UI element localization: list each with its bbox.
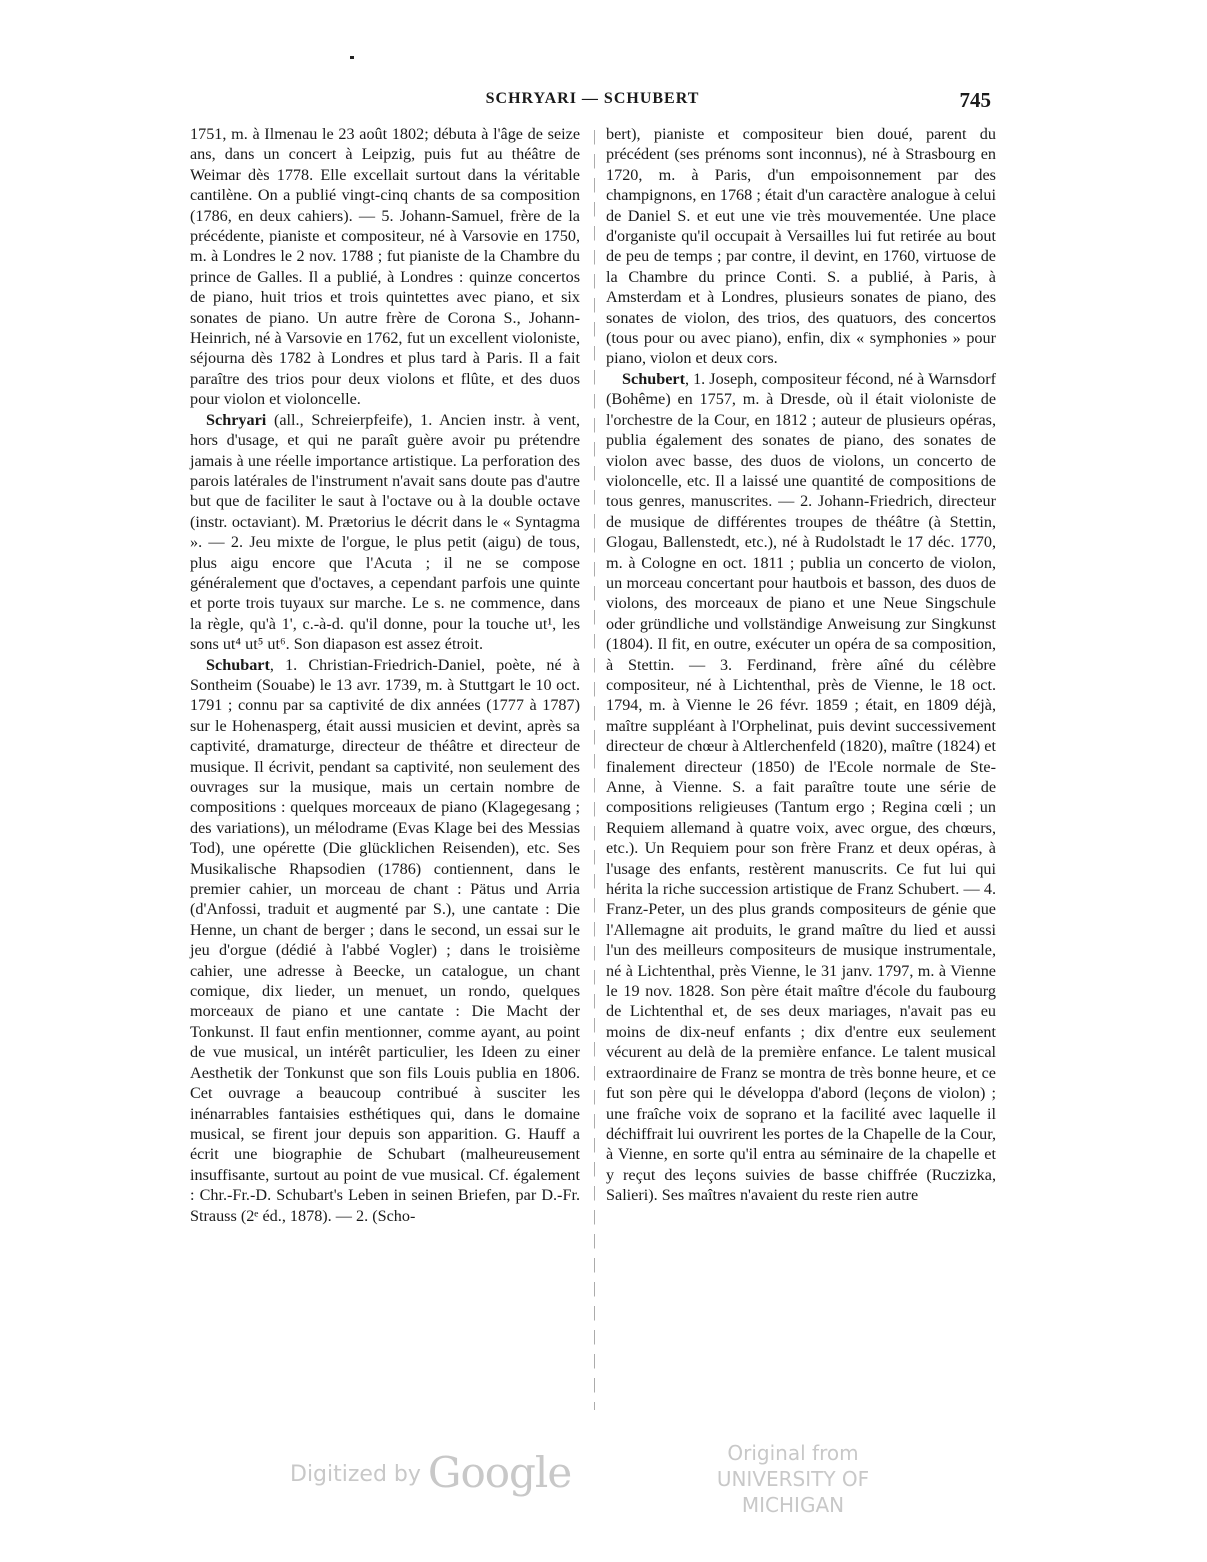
right-column xyxy=(606,124,996,1206)
paragraph-schobert: bert), pianiste et compositeur bien doué, parent du précédent (ses prénoms sont inconnus), né à Strasbourg en 1720, m. à Paris, d'un empoisonnement par des champignons, en 1768 ; était d'un caractère analogue à celui de Daniel S. et eut une vie très mouvementée. Une place d'organiste qu'il occupait à Versailles lui fut retirée au bout de peu de temps ; par contre, il devint, en 1760, virtuose de la Chambre du prince Conti. S. a publié, à Paris, à Amsterdam et à Londres, plusieurs sonates de piano, des sonates de violon, des trios, des quatuors, des concertos (tous pour ou avec piano), enfin, dix « symphonies » pour piano, violon et deux cors. xyxy=(606,125,996,368)
left-column xyxy=(190,124,580,1226)
page-number: 745 xyxy=(959,88,991,112)
page-header xyxy=(190,88,995,114)
digitization-footer xyxy=(0,1438,1207,1517)
library-watermark xyxy=(668,1440,918,1518)
google-watermark xyxy=(290,1448,571,1497)
entry-headword: Schryari xyxy=(206,410,267,429)
digitized-prefix: Digitized by xyxy=(290,1462,421,1487)
running-head: SCHRYARI — SCHUBERT xyxy=(485,90,700,107)
paragraph-continuation: 1751, m. à Ilmenau le 23 août 1802; débuta à l'âge de seize ans, dans un concert à Leipzig, puis fut au théâtre de Weimar dès 1778. Elle excellait surtout dans la véritable cantilène. On a publié vingt-cinq chants de sa composition (1786, en deux cahiers). — 5. Johann-Samuel, frère de la précédente, pianiste et compositeur, né à Varsovie en 1750, m. à Londres le 2 nov. 1788 ; fut pianiste de la Chambre du prince de Galles. Il a publié, à Londres : quinze concertos de piano, huit trios et trois quintettes avec piano, et six sonates de piano. Un autre frère de Corona S., Johann-Heinrich, né à Varsovie en 1762, fut un excellent violoniste, séjourna dès 1782 à Londres et plus tard à Paris. Il a fait paraître des trios pour deux violons et flûte, et des duos pour violon et violoncelle. xyxy=(190,125,580,409)
scan-speck xyxy=(350,56,354,59)
university-label: UNIVERSITY OF MICHIGAN xyxy=(716,1467,870,1517)
column-divider xyxy=(594,130,595,1410)
entry-headword: Schubart xyxy=(206,655,270,674)
paragraph-schryari: Schryari (all., Schreierpfeife), 1. Ancien instr. à vent, hors d'usage, et qui ne paraît guère avoir pu prétendre jamais à une réelle importance artistique. La perforation des parois latérales de l'instrument n'avait sans doute pas d'autre but que de faciliter le saut à l'octave ou à la double octave (instr. octaviant). M. Prætorius le décrit dans le « Syntagma ». — 2. Jeu mixte de l'orgue, le plus petit (aigu) de tous, plus aigu encore que l'Acuta ; il ne se compose généralement que d'octaves, a cependant parfois une quinte et porte trois tuyaux sur marche. Le s. ne commence, dans la règle, qu'à 1', c.-à-d. qu'il donne, pour la touche ut¹, les sons ut⁴ ut⁵ ut⁶. Son diapason est assez étroit. xyxy=(190,410,580,654)
google-logo-text: Google xyxy=(427,1448,572,1497)
paragraph-schubart: Schubart, 1. Christian-Friedrich-Daniel, poète, né à Sontheim (Souabe) le 13 avr. 1739, m. à Stuttgart le 10 oct. 1791 ; connu par sa captivité de dix années (1777 à 1787) sur le Hohenasperg, était aussi musicien et devint, après sa captivité, dramaturge, directeur de théâtre et directeur de musique. Il écrivit, pendant sa captivité, non seulement des ouvrages sur la musique, mais un certain nombre de compositions : quelques morceaux de piano (Klagegesang ; des variations), un mélodrame (Evas Klage bei des Messias Tod), une opérette (Die glücklichen Reisenden), etc. Ses Musikalische Rhapsodien (1786) contiennent, dans le premier cahier, un morceau de chant : Pätus und Arria (d'Anfossi, traduit et augmenté par S.), une cantate : Die Henne, un chant de berger ; dans le second, un essai sur le jeu d'orgue (dédié à l'abbé Vogler) ; dans le troisième cahier, une adresse à Beecke, un catalogue, un chant comique, dix lieder, un menuet, un rondo, quelques morceaux de piano et une cantate : Die Macht der Tonkunst. Il faut enfin mentionner, comme ayant, au point de vue musical, un intérêt particulier, les Ideen zu einer Aesthetik der Tonkunst que son fils Louis publia en 1806. Cet ouvrage a beaucoup contribué à susciter les inénarrables fantaisies esthétiques qui, dans le domaine musical, se firent jour depuis son apparition. G. Hauff a écrit une biographie de Schubart (malheureusement insuffisante, surtout au point de vue musical. Cf. également : Chr.-Fr.-D. Schubart's Leben in seinen Briefen, par D.-Fr. Strauss (2ᵉ éd., 1878). — 2. (Scho- xyxy=(190,655,580,1225)
paragraph-schubert: Schubert, 1. Joseph, compositeur fécond, né à Warnsdorf (Bohême) en 1757, m. à Dresde, où il était violoniste de l'orchestre de la Cour, en 1812 ; auteur de plusieurs opéras, publia également des sonates de piano, des sonates de violon avec basse, des duos de violons, un concerto de violoncelle, etc. Il a laissé une quantité de compositions de tous genres, manuscrites. — 2. Johann-Friedrich, directeur de musique de différentes troupes de théâtre (à Stettin, Glogau, Ballenstedt, etc.), né à Rudolstadt le 17 déc. 1770, m. à Cologne en oct. 1811 ; publia un concerto de violon, un morceau concertant pour hautbois et basson, des duos de violons, des morceaux de piano et une Neue Singschule oder gründliche und vollständige Anweisung zur Singkunst (1804). Il fit, en outre, exécuter un opéra de sa composition, à Stettin. — 3. Ferdinand, frère aîné du célèbre compositeur, né à Lichtenthal, près de Vienne, le 18 oct. 1794, m. à Vienne le 26 févr. 1859 ; était, en 1809 déjà, maître suppléant à l'Orphelinat, puis devint successivement directeur de chœur à Altlerchenfeld (1820), maître (1824) et finalement directeur (1850) de l'Ecole normale de Ste-Anne, à Vienne. S. a fait paraître toute une série de compositions religieuses (Tantum ergo ; Regina cœli ; un Requiem allemand à quatre voix, avec orgue, des chœurs, etc.). Un Requiem pour son frère Franz et deux opéras, à l'usage des enfants, restèrent manuscrits. Ce fut lui qui hérita la riche succession artistique de Franz Schubert. — 4. Franz-Peter, un des plus grands compositeurs de génie que l'Allemagne ait produits, le grand maître du lied et aussi l'un des meilleurs compositeurs de musique instrumentale, né à Lichtenthal, près Vienne, le 31 janv. 1797, m. à Vienne le 19 nov. 1828. Son père était maître d'école du faubourg de Lichtenthal et, de ses deux mariages, n'avait pas eu moins de dix-neuf enfants ; dix d'entre eux seulement vécurent au delà de la première enfance. Le talent musical extraordinaire de Franz se montra de très bonne heure, et ce fut son père qui le développa d'abord (leçons de violon) ; une fraîche voix de soprano et la facilité avec laquelle il déchiffrait lui ouvrirent les portes de la Chapelle de la Cour, à Vienne, en sorte qu'il entra au séminaire de la chapelle et y reçut des leçons suivies de basse chiffrée (Ruczizka, Salieri). Ses maîtres n'avaient du reste rien autre xyxy=(606,369,996,1205)
entry-headword: Schubert xyxy=(622,369,685,388)
original-from-label: Original from xyxy=(727,1441,859,1465)
